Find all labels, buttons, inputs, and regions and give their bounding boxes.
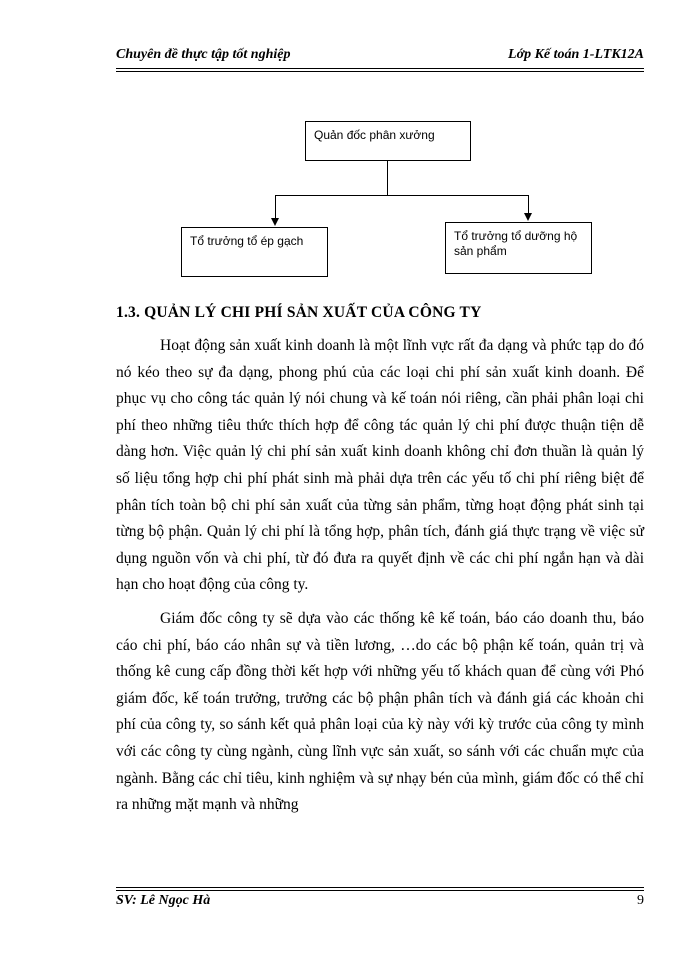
- paragraph: Giám đốc công ty sẽ dựa vào các thống kê kế toán, báo cáo doanh thu, báo cáo chi phí, báo cáo nhân sự và tiền lương, …do các bộ phận kế toán, quản trị và thống kê cung cấp đồng thời kết hợp với những yếu tố khách quan để cùng với Phó giám đốc, kế toán trưởng, trưởng các bộ phận phân tích và đánh giá các khoản chi phí của công ty, so sánh kết quả phân loại của kỳ này với kỳ trước của công ty mình với các công ty cùng ngành, cùng lĩnh vực sản xuất, so sánh với các chuẩn mực của ngành. Bằng các chỉ tiêu, kinh nghiệm và sự nhạy bén của mình, giám đốc có thể chỉ ra những mặt mạnh và những: [116, 609, 644, 814]
- page-header: [116, 47, 644, 69]
- body-text: [116, 333, 644, 826]
- org-connector-horizontal: [275, 195, 529, 196]
- header-document-title: Chuyên đề thực tập tốt nghiệp: [116, 47, 291, 62]
- page-number: 9: [637, 893, 644, 908]
- org-connector-right-drop: [528, 195, 529, 214]
- org-box-brick-pressing-leader: Tổ trưởng tổ ép gạch: [181, 227, 328, 277]
- footer-rule-thin: [116, 890, 644, 891]
- org-box-workshop-manager: Quản đốc phân xưởng: [305, 121, 471, 161]
- page-footer: [116, 893, 644, 909]
- footer-rule: [116, 887, 644, 888]
- header-class-name: Lớp Kế toán 1-LTK12A: [508, 47, 644, 62]
- org-connector-vertical: [387, 161, 388, 196]
- paragraph: Hoạt động sản xuất kinh doanh là một lĩnh vực rất đa dạng và phức tạp do đó nó kéo theo sự đa dạng, phong phú của các loại chi phí sản xuất kinh doanh. Để phục vụ cho công tác quản lý nói chung và kế toán nói riêng, cần phải phân loại chi phí theo những tiêu thức thích hợp để công tác quản lý chi phí được thuận tiện dễ dàng hơn. Việc quản lý chi phí sản xuất kinh doanh không chỉ đơn thuần là quản lý số liệu tổng hợp chi phí phát sinh mà phải dựa trên các yếu tố chi phí riêng biệt để phân tích toàn bộ chi phí sản xuất của từng sản phẩm, từng hoạt động phát sinh tại từng bộ phận. Quản lý chi phí là tổng hợp, phân tích, đánh giá thực trạng về việc sử dụng nguồn vốn và chi phí, từ đó đưa ra quyết định về các chi phí ngắn hạn và dài hạn cho hoạt động của công ty.: [116, 337, 644, 594]
- org-box-product-curing-leader: Tổ trưởng tổ dưỡng hộ sản phẩm: [445, 222, 592, 274]
- org-connector-left-drop: [275, 195, 276, 219]
- section-title: 1.3. QUẢN LÝ CHI PHÍ SẢN XUẤT CỦA CÔNG TY: [116, 304, 482, 321]
- arrow-down-icon: [524, 213, 532, 221]
- footer-author: SV: Lê Ngọc Hà: [116, 893, 211, 908]
- arrow-down-icon: [271, 218, 279, 226]
- header-rule-thin: [116, 71, 644, 72]
- header-rule: [116, 68, 644, 69]
